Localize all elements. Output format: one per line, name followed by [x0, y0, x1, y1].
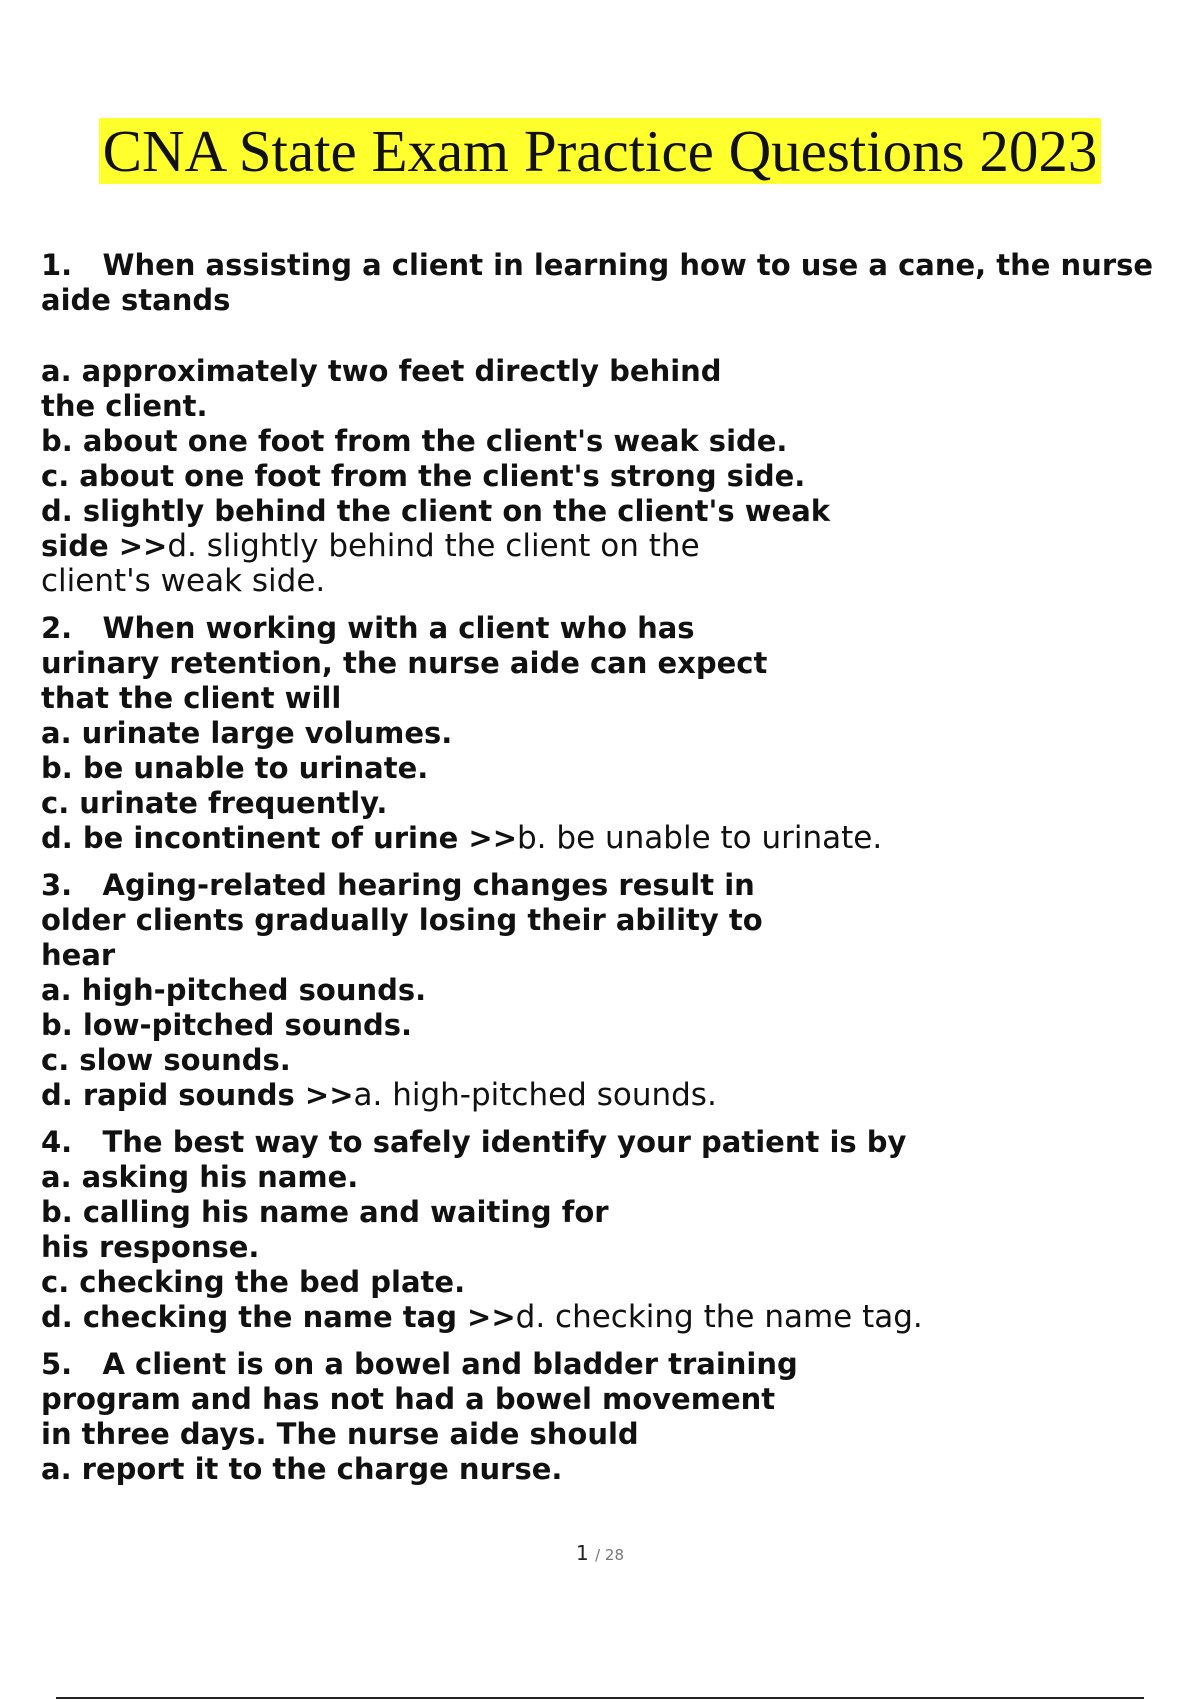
- question-2: [41, 611, 1161, 856]
- question-stem: [41, 1125, 1161, 1160]
- answer-text: a. high-pitched sounds.: [353, 1077, 717, 1113]
- page-divider: [56, 1697, 1144, 1699]
- question-list: [41, 248, 1161, 1499]
- option-d-with-answer: [41, 1078, 1161, 1113]
- option-a: a. asking his name.: [41, 1160, 359, 1194]
- question-number: 4.: [41, 1125, 73, 1159]
- question-1: [41, 248, 1161, 599]
- answer-text: d. slightly behind the client on the client's weak side.: [41, 528, 700, 599]
- option-d: d. be incontinent of urine >>: [41, 821, 517, 855]
- question-stem: [41, 868, 1161, 973]
- option-a: a. report it to the charge nurse.: [41, 1452, 563, 1486]
- option-d: d. slightly behind the client on the client's weak side >>: [41, 494, 831, 563]
- page-title: CNA State Exam Practice Questions 2023: [99, 118, 1102, 184]
- question-5: [41, 1347, 1161, 1487]
- option-a: a. approximately two feet directly behind the client.: [41, 354, 722, 423]
- option-a: a. urinate large volumes.: [41, 716, 453, 750]
- page-indicator: [0, 1541, 1200, 1565]
- question-number: 3.: [41, 868, 73, 902]
- question-number: 2.: [41, 611, 73, 645]
- question-3: [41, 868, 1161, 1113]
- option-a: a. high-pitched sounds.: [41, 973, 427, 1007]
- question-stem: [41, 248, 1161, 318]
- option-d: d. rapid sounds >>: [41, 1078, 354, 1112]
- question-text: When assisting a client in learning how to use a cane, the nurse aide stands: [41, 248, 1154, 317]
- current-page: 1: [575, 1541, 589, 1565]
- title-container: [0, 118, 1200, 184]
- question-text: When working with a client who has urinary retention, the nurse aide can expect that the client will: [41, 611, 768, 715]
- question-4: [41, 1125, 1161, 1335]
- answer-text: d. checking the name tag.: [515, 1299, 923, 1335]
- option-c: c. slow sounds.: [41, 1043, 291, 1077]
- question-text: The best way to safely identify your patient is by: [102, 1125, 907, 1159]
- option-b: b. be unable to urinate.: [41, 751, 429, 785]
- option-d-with-answer: [41, 821, 1161, 856]
- option-c: c. checking the bed plate.: [41, 1265, 466, 1299]
- option-b: b. low-pitched sounds.: [41, 1008, 412, 1042]
- option-c: c. about one foot from the client's strong side.: [41, 459, 806, 493]
- option-d: d. checking the name tag >>: [41, 1300, 516, 1334]
- option-b: b. calling his name and waiting for his response.: [41, 1195, 609, 1264]
- question-stem: [41, 611, 1161, 716]
- question-text: A client is on a bowel and bladder training program and has not had a bowel movement in three days. The nurse aide should: [41, 1347, 798, 1451]
- option-d-with-answer: [41, 494, 1161, 599]
- option-c: c. urinate frequently.: [41, 786, 388, 820]
- answer-text: b. be unable to urinate.: [517, 820, 883, 856]
- option-d-with-answer: [41, 1300, 1161, 1335]
- question-text: Aging-related hearing changes result in older clients gradually losing their ability to hear: [41, 868, 763, 972]
- question-number: 5.: [41, 1347, 73, 1381]
- total-pages: / 28: [595, 1546, 624, 1564]
- spacer: [41, 318, 1161, 354]
- question-stem: [41, 1347, 1161, 1452]
- question-number: 1.: [41, 248, 73, 282]
- option-b: b. about one foot from the client's weak side.: [41, 424, 788, 458]
